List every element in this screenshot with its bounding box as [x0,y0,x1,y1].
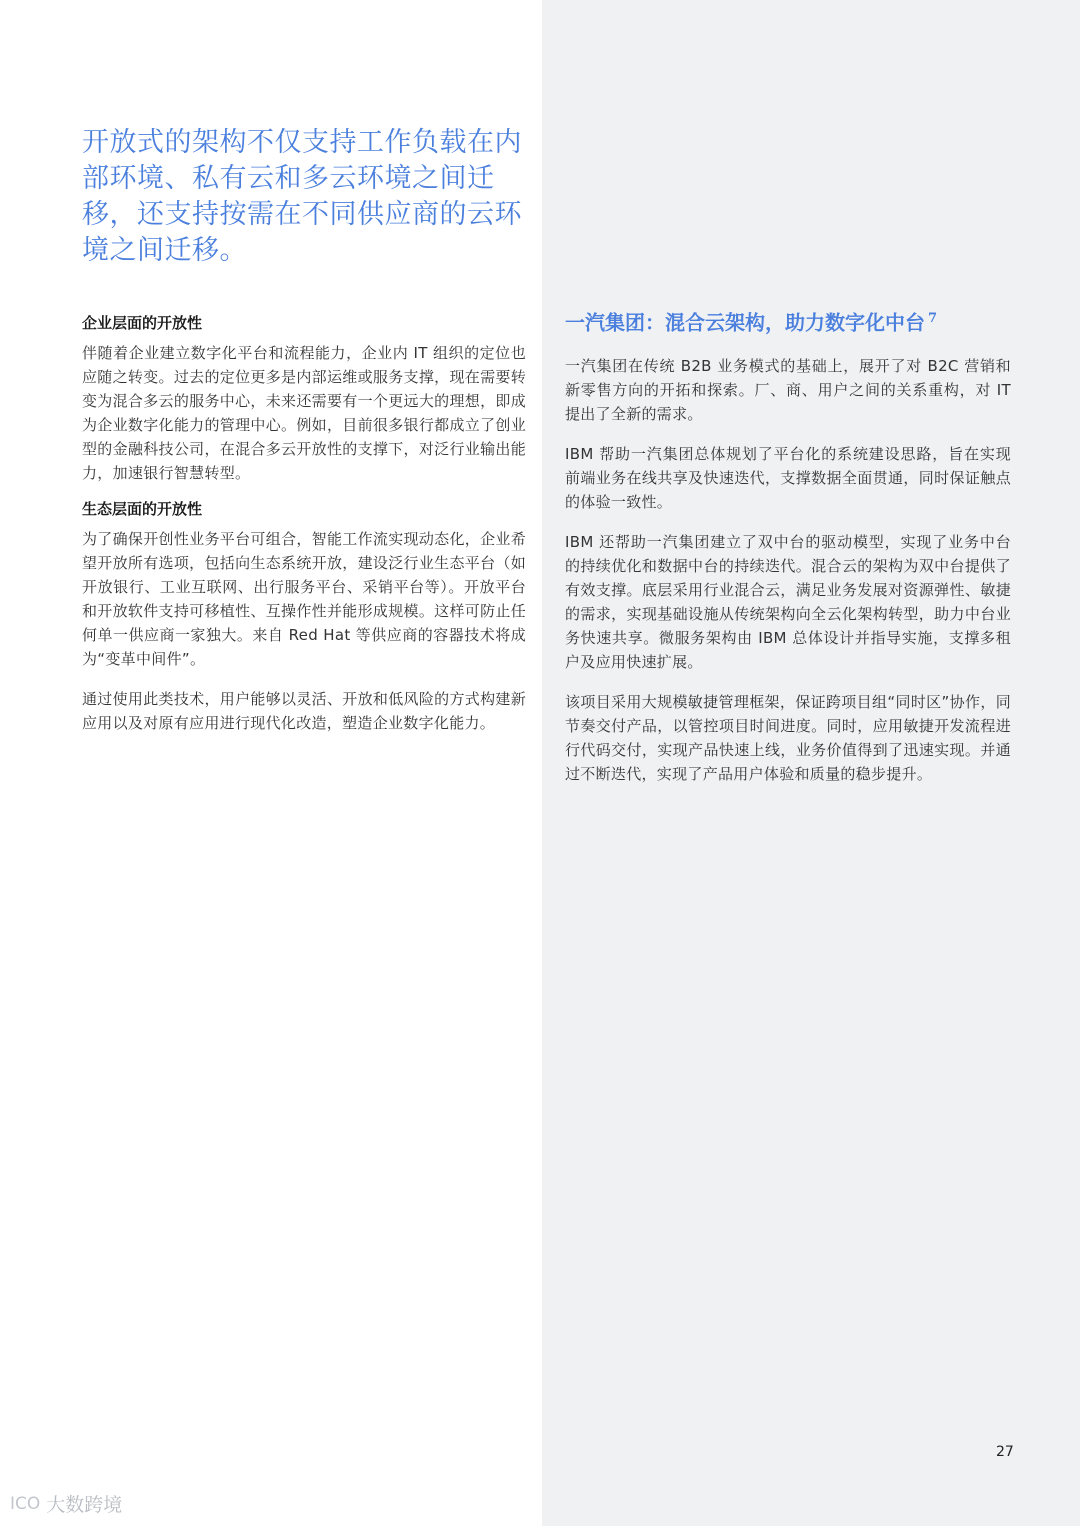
watermark-text: 大数跨境 [46,1494,123,1516]
pull-quote: 开放式的架构不仅支持工作负载在内部环境、私有云和多云环境之间迁移，还支持按需在不同供应商的云环境之间迁移。 [82,127,522,266]
case-study-title [565,302,1011,340]
section-paragraph: 为了确保开创性业务平台可组合，智能工作流实现动态化，企业希望开放所有选项，包括向生态系统开放，建设泛行业生态平台（如开放银行、工业互联网、出行服务平台、采销平台等）。开放平台和开放软件支持可移植性、互操作性并能形成规模。这样可防止任何单一供应商一家独大。来自 Red Hat 等供应商的容器技术将成为“变革中间件”。 [82,530,526,668]
case-study-paragraph: IBM 还帮助一汽集团建立了双中台的驱动模型，实现了业务中台的持续优化和数据中台的持续迭代。混合云的架构为双中台提供了有效支撑。底层采用行业混合云，满足业务发展对资源弹性、敏捷的需求，实现基础设施从传统架构向全云化架构转型，助力中台业务快速共享。微服务架构由 IBM 总体设计并指导实施，支撑多租户及应用快速扩展。 [565,532,1011,671]
case-study-paragraph: IBM 帮助一汽集团总体规划了平台化的系统建设思路，旨在实现前端业务在线共享及快速迭代，支撑数据全面贯通，同时保证触点的体验一致性。 [565,444,1011,511]
case-study-column [565,302,1011,786]
footnote-marker: 7 [928,311,938,326]
page-number: 27 [996,1444,1014,1460]
section-paragraph: 伴随着企业建立数字化平台和流程能力，企业内 IT 组织的定位也应随之转变。过去的定位更多是内部运维或服务支撑，现在需要转变为混合多云的服务中心，未来还需要有一个更远大的理想，即成为企业数字化能力的管理中心。例如，目前很多银行都成立了创业型的金融科技公司，在混合多云开放性的支撑下，对泛行业输出能力，加速银行智慧转型。 [82,344,526,482]
section-enterprise-openness [82,311,526,485]
section-heading: 企业层面的开放性 [82,314,203,332]
section-heading: 生态层面的开放性 [82,500,203,518]
watermark-logo-icon: ICO [10,1493,41,1514]
section-ecosystem-openness [82,497,526,735]
watermark [10,1490,122,1517]
case-study-paragraph: 该项目采用大规模敏捷管理框架，保证跨项目组“同时区”协作，同节奏交付产品，以管控项目时间进度。同时，应用敏捷开发流程进行代码交付，实现产品快速上线，业务价值得到了迅速实现。并通过不断迭代，实现了产品用户体验和质量的稳步提升。 [565,692,1011,783]
case-study-paragraph: 一汽集团在传统 B2B 业务模式的基础上，展开了对 B2C 营销和新零售方向的开拓和探索。厂、商、用户之间的关系重构，对 IT 提出了全新的需求。 [565,356,1011,423]
main-column [82,125,526,735]
case-study-title-text: 一汽集团：混合云架构，助力数字化中台 [565,310,925,335]
section-paragraph: 通过使用此类技术，用户能够以灵活、开放和低风险的方式构建新应用以及对原有应用进行现代化改造，塑造企业数字化能力。 [82,690,526,732]
